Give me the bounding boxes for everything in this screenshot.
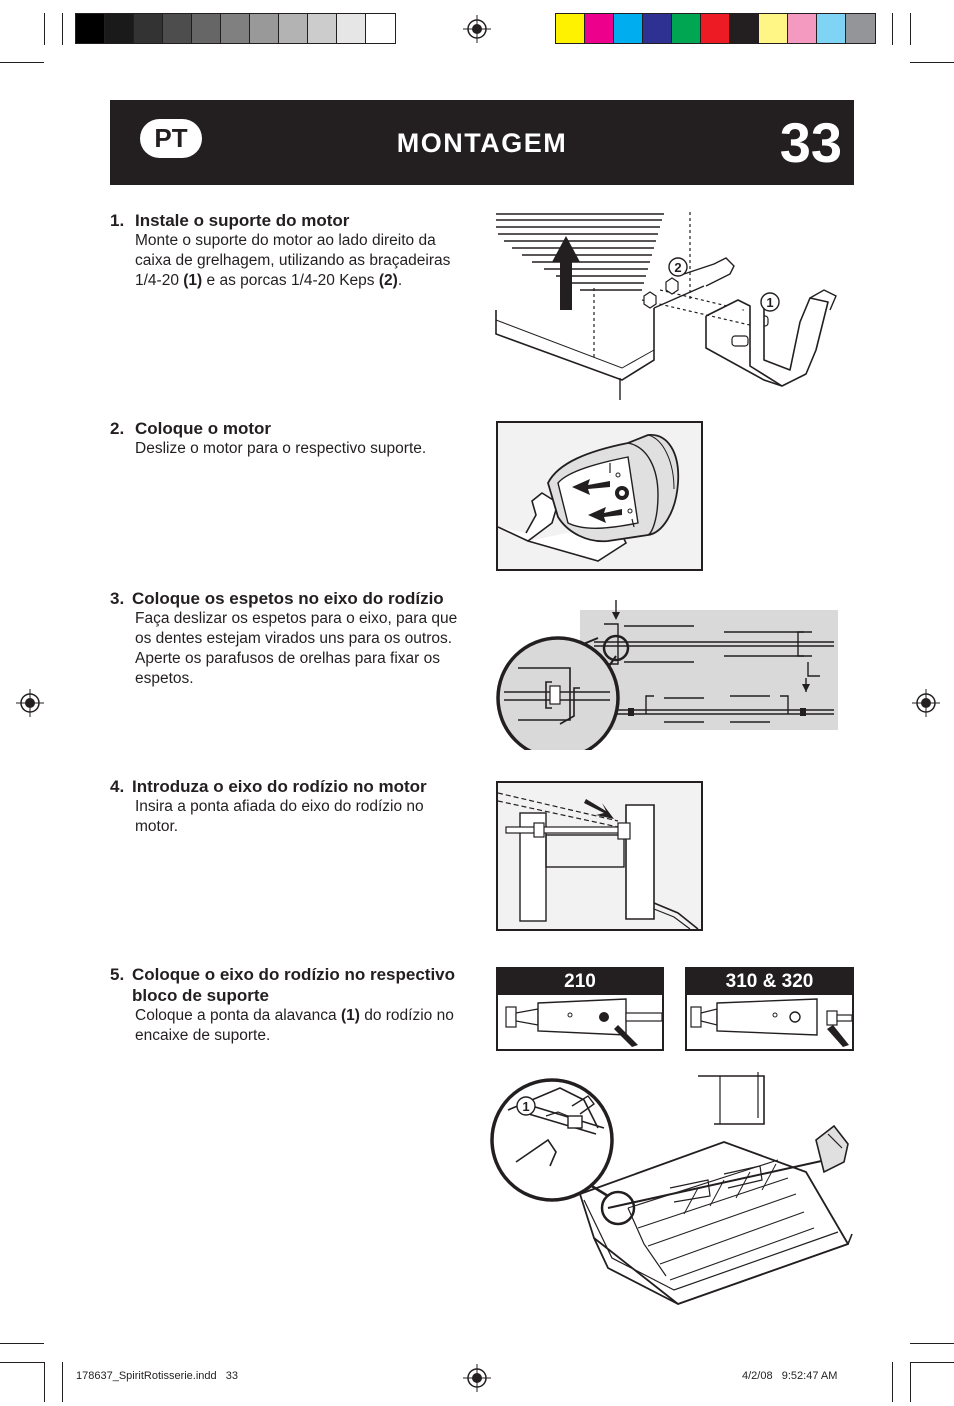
- model-label: 310 & 320: [687, 969, 852, 995]
- color-swatch: [308, 14, 337, 43]
- color-swatch: [250, 14, 279, 43]
- color-swatch: [614, 14, 643, 43]
- color-swatch: [672, 14, 701, 43]
- step-1: [110, 210, 470, 291]
- step-text-part: Coloque a ponta da alavanca: [135, 1007, 341, 1024]
- color-swatch: [366, 14, 395, 43]
- step-3: [110, 588, 470, 689]
- step-text: Deslize o motor para o respectivo suporte.: [135, 440, 427, 457]
- step-text: Insira a ponta afiada do eixo do rodízio no motor.: [135, 798, 424, 835]
- page-title: MONTAGEM: [396, 128, 568, 158]
- color-swatch: [759, 14, 788, 43]
- color-swatch: [192, 14, 221, 43]
- step-heading: [110, 210, 470, 231]
- color-swatch: [163, 14, 192, 43]
- color-swatch: [643, 14, 672, 43]
- crop-mark: [892, 13, 893, 45]
- section-header: [110, 100, 854, 185]
- step-number: 3.: [110, 589, 125, 608]
- crop-mark: [910, 1343, 954, 1344]
- step-text: [135, 1006, 470, 1046]
- step-title: Coloque o motor: [135, 419, 271, 438]
- file-info: 178637_SpiritRotisserie.indd 33: [76, 1370, 239, 1382]
- language-badge: PT: [140, 119, 202, 158]
- color-swatch: [817, 14, 846, 43]
- step-title: Coloque os espetos no eixo do rodízio: [132, 589, 444, 608]
- crop-mark: [0, 1343, 44, 1344]
- crop-mark: [910, 13, 911, 45]
- step-heading: [110, 964, 470, 1006]
- crop-mark: [0, 1362, 44, 1363]
- crop-mark: [892, 1362, 893, 1402]
- color-swatch: [76, 14, 105, 43]
- crop-mark: [62, 1362, 63, 1402]
- model-label: 210: [498, 969, 662, 995]
- crop-mark: [910, 1362, 954, 1363]
- color-swatch: [701, 14, 730, 43]
- color-swatch: [585, 14, 614, 43]
- step-2: [110, 418, 470, 459]
- color-swatch: [105, 14, 134, 43]
- process-color-bar: [555, 13, 876, 44]
- step-heading: [110, 418, 470, 439]
- grayscale-color-bar: [75, 13, 396, 44]
- registration-target-icon: [16, 689, 44, 717]
- crop-mark: [44, 13, 45, 45]
- step-5: [110, 964, 470, 1046]
- step-number: 1.: [110, 211, 125, 230]
- step-4: [110, 776, 470, 837]
- registration-target-icon: [463, 15, 491, 43]
- crop-mark: [910, 62, 954, 63]
- print-timestamp: 4/2/08 9:52:47 AM: [742, 1370, 838, 1382]
- figure-model-210: [496, 967, 664, 1051]
- callout-number: 1: [522, 1099, 530, 1114]
- step-text: Faça deslizar os espetos para o eixo, para que os dentes estejam virados uns para os outros. Aperte os parafusos de orelhas para fixar os espetos.: [135, 610, 458, 687]
- step-title: Coloque o eixo do rodízio no respectivo bloco de suporte: [132, 965, 456, 1005]
- color-swatch: [221, 14, 250, 43]
- color-swatch: [279, 14, 308, 43]
- registration-target-icon: [463, 1364, 491, 1392]
- figure-rod-in-grill: [488, 1068, 858, 1310]
- step-number: 5.: [110, 965, 125, 984]
- step-number: 4.: [110, 777, 125, 796]
- callout-number: 2: [674, 260, 682, 275]
- registration-target-icon: [912, 689, 940, 717]
- step-text: [135, 231, 470, 291]
- figure-model-310-320: [685, 967, 854, 1051]
- step-heading: [110, 776, 470, 797]
- color-swatch: [730, 14, 759, 43]
- callout-ref: (2): [378, 272, 398, 289]
- crop-mark: [62, 13, 63, 45]
- step-text-part: Monte o suporte do motor ao lado direito da caixa de grelhagem, utilizando as braçadeiras 1/4-20: [135, 232, 451, 289]
- figure-insert-rod: [496, 781, 703, 931]
- crop-mark: [0, 62, 44, 63]
- color-swatch: [556, 14, 585, 43]
- callout-ref: (1): [183, 272, 203, 289]
- color-swatch: [846, 14, 875, 43]
- crop-mark: [910, 1362, 911, 1402]
- step-title: Introduza o eixo do rodízio no motor: [132, 777, 427, 796]
- crop-mark: [44, 1362, 45, 1402]
- figure-motor-slide: [496, 421, 703, 571]
- step-text-part: e as porcas 1/4-20 Keps: [202, 272, 379, 289]
- callout-ref: (1): [340, 1007, 360, 1024]
- figure-spit-forks: [494, 596, 840, 750]
- color-swatch: [134, 14, 163, 43]
- step-text-part: do rodízio no encaixe de suporte.: [135, 1007, 454, 1044]
- step-number: 2.: [110, 419, 125, 438]
- step-text-part: .: [397, 272, 403, 289]
- step-title: Instale o suporte do motor: [135, 211, 350, 230]
- step-heading: [110, 588, 470, 609]
- color-swatch: [337, 14, 366, 43]
- page-number: 33: [779, 111, 842, 174]
- figure-motor-bracket: [494, 210, 844, 400]
- color-swatch: [788, 14, 817, 43]
- callout-number: 1: [766, 295, 774, 310]
